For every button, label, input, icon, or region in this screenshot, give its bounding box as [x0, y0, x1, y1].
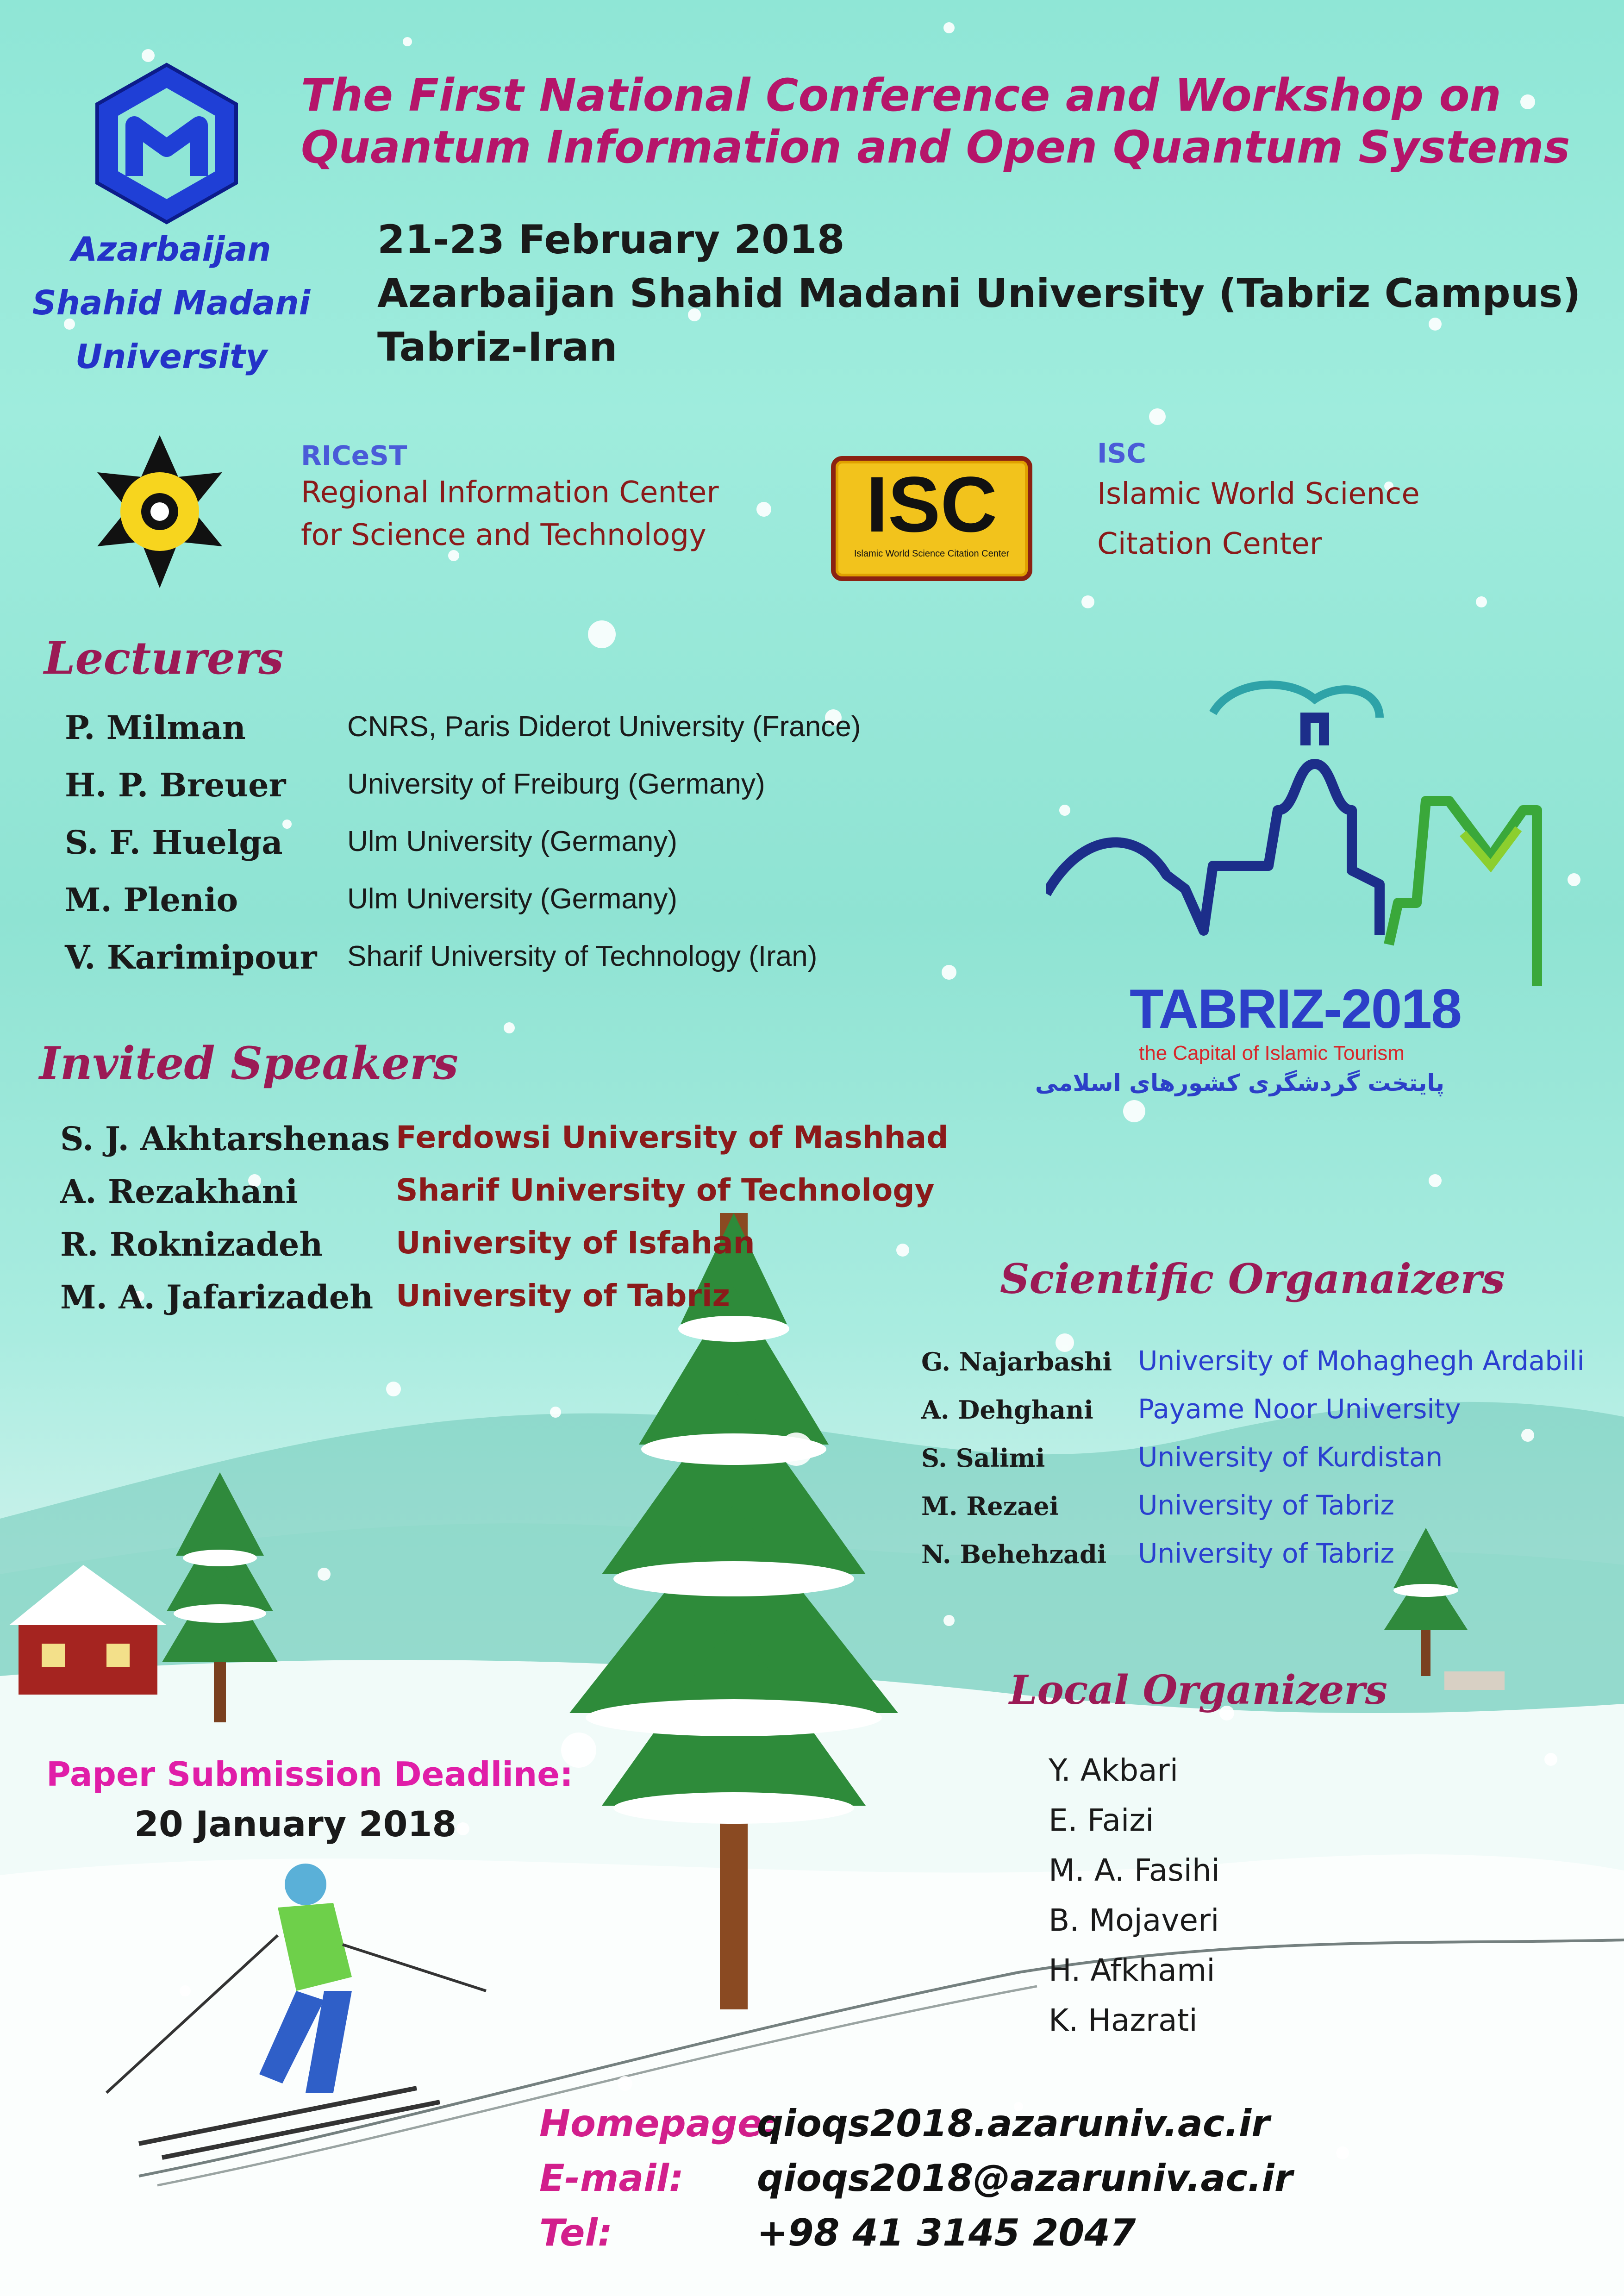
scientific-affiliation: University of Mohaghegh Ardabili	[1138, 1345, 1585, 1376]
tel-label: Tel:	[539, 2211, 612, 2254]
isc-line1: Islamic World Science	[1097, 477, 1420, 511]
tabriz-persian: پایتخت گردشگری کشورهای اسلامی	[1035, 1070, 1444, 1096]
title-line2: Quantum Information and Open Quantum Systems	[301, 121, 1570, 173]
email-link[interactable]: qioqs2018@azaruniv.ac.ir	[757, 2157, 1293, 2200]
university-name-line1: Azarbaijan	[71, 230, 271, 269]
isc-block	[1097, 438, 1420, 569]
ricest-abbr: RICeST	[301, 440, 407, 471]
university-logo	[83, 60, 250, 227]
invited-affiliation: Sharif University of Technology	[396, 1172, 935, 1208]
tabriz-title: TABRIZ-2018	[1130, 978, 1461, 1040]
invited-heading: Invited Speakers	[39, 1037, 458, 1089]
ricest-line1: Regional Information Center	[301, 475, 719, 510]
ricest-block	[301, 440, 719, 557]
email-label: E-mail:	[539, 2157, 684, 2200]
isc-line2: Citation Center	[1097, 527, 1322, 561]
isc-abbr: ISC	[1097, 438, 1146, 469]
local-organizer: H. Afkhami	[1049, 1952, 1215, 1988]
ricest-star-icon	[93, 431, 227, 597]
event-date: 21-23 February 2018	[377, 217, 845, 263]
lecturer-affiliation: University of Freiburg (Germany)	[347, 768, 765, 800]
event-details	[377, 213, 1581, 374]
lecturer-name: H. P. Breuer	[65, 766, 286, 804]
scientific-affiliation: University of Kurdistan	[1138, 1441, 1443, 1473]
tel-number[interactable]: +98 41 3145 2047	[757, 2211, 1136, 2254]
invited-name: A. Rezakhani	[60, 1172, 298, 1211]
homepage-link[interactable]: qioqs2018.azaruniv.ac.ir	[757, 2102, 1270, 2145]
scientific-affiliation: University of Tabriz	[1138, 1489, 1394, 1521]
homepage-label: Homepage:	[539, 2102, 778, 2145]
invited-affiliation: University of Isfahan	[396, 1225, 755, 1261]
lecturer-name: S. F. Huelga	[65, 823, 283, 862]
scientific-name: G. Najarbashi	[921, 1347, 1112, 1376]
conference-title	[301, 69, 1570, 173]
lecturer-affiliation: CNRS, Paris Diderot University (France)	[347, 711, 861, 743]
invited-name: S. J. Akhtarshenas	[60, 1120, 390, 1158]
local-organizer: B. Mojaveri	[1049, 1902, 1219, 1938]
lecturer-name: V. Karimipour	[65, 938, 317, 976]
local-organizer: M. A. Fasihi	[1049, 1852, 1220, 1888]
scientific-name: A. Dehghani	[921, 1395, 1093, 1425]
scientific-name: M. Rezaei	[921, 1491, 1059, 1521]
tabriz-skyline-icon	[1046, 671, 1555, 1005]
invited-name: R. Roknizadeh	[60, 1225, 323, 1264]
lecturer-name: P. Milman	[65, 708, 246, 747]
university-emblem-icon	[83, 60, 250, 227]
scientific-heading: Scientific Organaizers	[1000, 1255, 1505, 1303]
local-heading: Local Organizers	[1009, 1667, 1388, 1714]
scientific-affiliation: Payame Noor University	[1138, 1393, 1461, 1425]
local-organizer: E. Faizi	[1049, 1802, 1154, 1838]
scientific-name: S. Salimi	[921, 1443, 1045, 1473]
university-name-line2: Shahid Madani	[32, 283, 311, 322]
lecturers-heading: Lecturers	[44, 632, 284, 684]
deadline-label: Paper Submission Deadline:	[46, 1755, 573, 1794]
ricest-line2: for Science and Technology	[301, 518, 707, 552]
university-name	[23, 222, 319, 383]
local-organizer: Y. Akbari	[1049, 1752, 1179, 1788]
lecturer-affiliation: Sharif University of Technology (Iran)	[347, 940, 818, 972]
invited-name: M. A. Jafarizadeh	[60, 1278, 374, 1316]
lecturer-name: M. Plenio	[65, 881, 238, 919]
invited-affiliation: University of Tabriz	[396, 1278, 730, 1314]
local-organizer: K. Hazrati	[1049, 2002, 1198, 2038]
tabriz-subtitle: the Capital of Islamic Tourism	[1139, 1042, 1405, 1064]
deadline-date: 20 January 2018	[134, 1803, 457, 1845]
local-list	[1049, 1745, 1220, 2046]
invited-affiliation: Ferdowsi University of Mashhad	[396, 1120, 949, 1155]
university-name-line3: University	[75, 337, 268, 376]
event-city: Tabriz-Iran	[377, 324, 618, 370]
lecturer-affiliation: Ulm University (Germany)	[347, 883, 678, 915]
isc-logo	[831, 456, 1032, 581]
event-venue: Azarbaijan Shahid Madani University (Tabriz Campus)	[377, 270, 1581, 317]
scientific-affiliation: University of Tabriz	[1138, 1538, 1394, 1569]
scientific-name: N. Behehzadi	[921, 1539, 1107, 1569]
isc-badge-text: ISC	[866, 461, 998, 549]
isc-badge-sub: Islamic World Science Citation Center	[854, 549, 1010, 559]
lecturer-affiliation: Ulm University (Germany)	[347, 826, 678, 857]
title-line1: The First National Conference and Workshop on	[301, 69, 1501, 121]
